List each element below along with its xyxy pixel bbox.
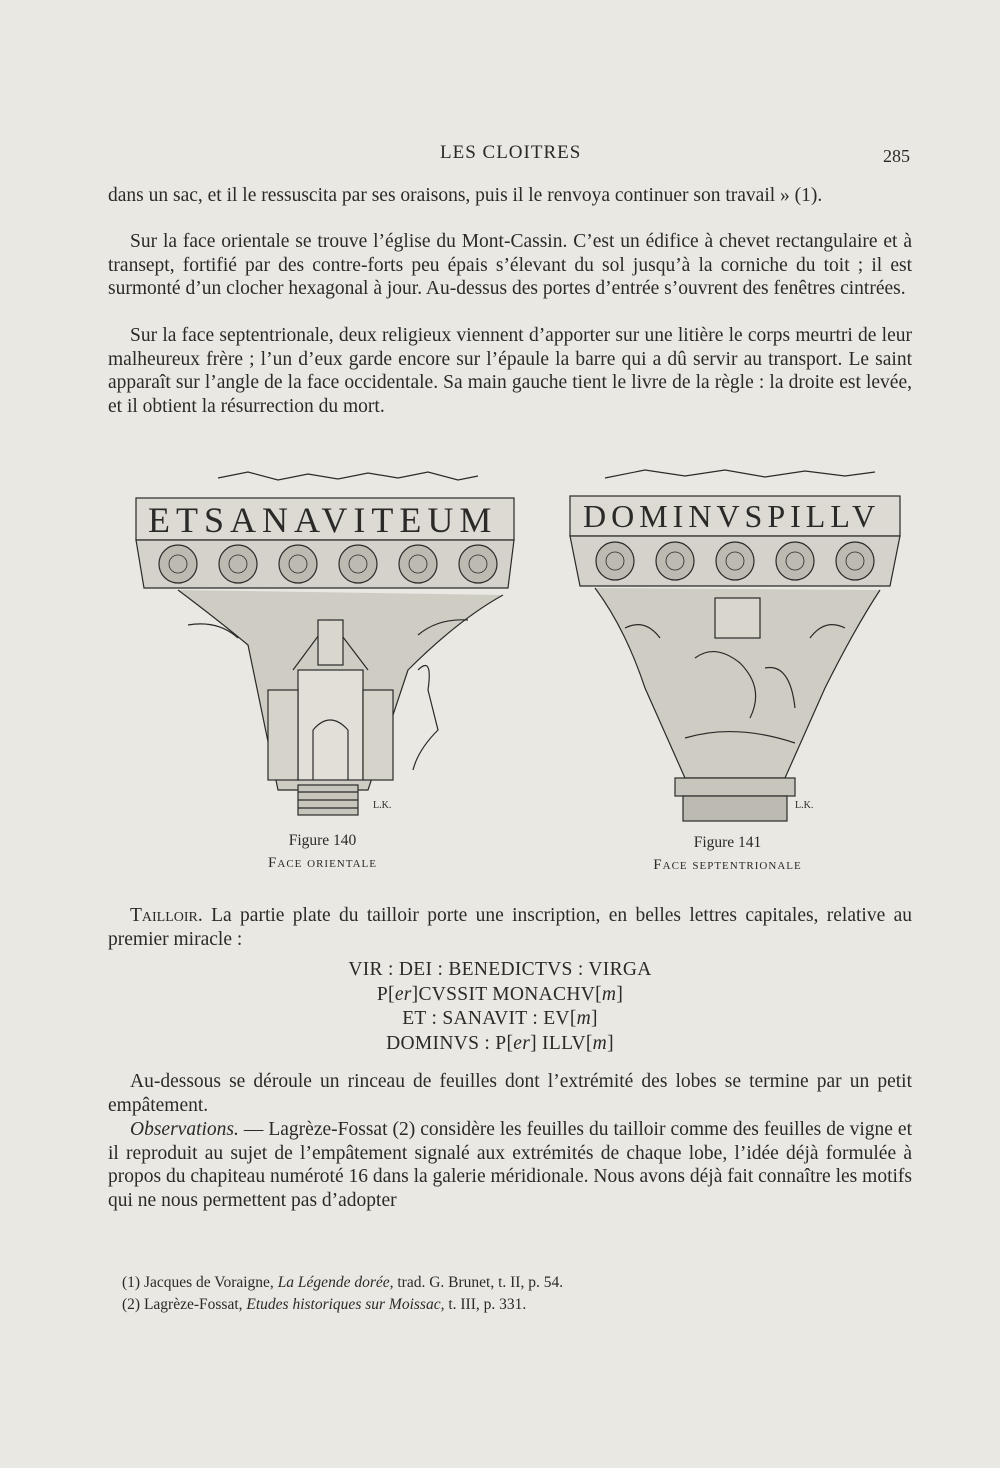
figure-141-caption bbox=[615, 832, 840, 876]
inscription-line-2-d: m bbox=[601, 983, 617, 1005]
paragraph-observations-text: — Lagrèze-Fossat (2) considère les feuilles du tailloir comme des feuilles de vigne et il reproduit au sujet de l’empâtement signalé aux extrémités de chaque lobe, l’idée déjà formulée à propos du chapiteau numéroté 16 dans la galerie méridionale. Nous avons déjà fait connaître les motifs qui ne nous permettent pas d’adopter bbox=[108, 1119, 912, 1212]
observations-lead: Observations. bbox=[130, 1119, 239, 1140]
capital-north-face-drawing bbox=[565, 468, 905, 823]
figure-141-title: Face septentrionale bbox=[653, 857, 802, 873]
inscription-line-3-b: m bbox=[576, 1008, 591, 1030]
inscription-line-1: VIR : DEI : BENEDICTVS : VIRGA bbox=[348, 959, 652, 980]
footnotes bbox=[122, 1272, 563, 1316]
figure-141-capital-illustration bbox=[565, 468, 905, 823]
footnote-2-c: t. III, p. 331. bbox=[444, 1296, 527, 1313]
inscription-line-2-e: ] bbox=[616, 983, 624, 1005]
paragraph-3 bbox=[108, 324, 912, 419]
inscription-line-4-b: er bbox=[513, 1033, 531, 1055]
figure-140-title: Face orientale bbox=[268, 855, 377, 871]
paragraph-3-text: Sur la face septentrionale, deux religieux viennent d’apporter sur une litière le corps meurtri de leur malheureux frère ; l’un d’eux garde encore sur l’épaule la barre qui a dû servir au transport. Le saint apparaît sur l’angle de la face occidentale. Sa main gauche tient le livre de la règle : la droite est levée, et il obtient la résurrection du mort. bbox=[108, 325, 912, 418]
footnote-2 bbox=[122, 1294, 563, 1316]
page-number: 285 bbox=[883, 146, 910, 166]
inscription-line-3-c: ] bbox=[591, 1008, 598, 1030]
paragraph-tailloir-text: La partie plate du tailloir porte une inscription, en belles lettres capitales, relative au premier miracle : bbox=[108, 905, 912, 950]
figure-140-label: Figure 140 bbox=[288, 832, 357, 849]
running-head bbox=[0, 142, 1000, 166]
paragraph-tailloir bbox=[108, 904, 912, 951]
footnote-1-a: (1) Jacques de Voraigne, bbox=[122, 1274, 278, 1291]
tailloir-lead: Tailloir. bbox=[130, 905, 203, 926]
footnote-1-title: La Légende dorée, bbox=[277, 1274, 394, 1291]
inscription-line-4-d: m bbox=[592, 1033, 608, 1055]
inscription-line-4 bbox=[0, 1032, 1000, 1057]
capital-inscription-east: ETSANAVITEUM bbox=[148, 500, 498, 540]
capital-east-face-drawing bbox=[128, 470, 518, 820]
inscription-line-2 bbox=[0, 983, 1000, 1008]
paragraph-2-text: Sur la face orientale se trouve l’église du Mont-Cassin. C’est un édifice à chevet rectangulaire et à transept, fortifié par des contre-forts peu épais s’élevant du sol jusqu’à la corniche du toit ; il est surmonté d’un clocher hexagonal à jour. Au-dessus des portes d’entrée s’ouvrent des fenêtres cintrées. bbox=[108, 231, 912, 300]
figure-140-capital-illustration bbox=[128, 470, 518, 820]
inscription-line-3-a: ET : SANAVIT : EV[ bbox=[402, 1008, 577, 1030]
paragraph-5-text: Au-dessous se déroule un rinceau de feuilles dont l’extrémité des lobes se termine par un petit empâtement. bbox=[108, 1071, 912, 1116]
artist-signature: L.K. bbox=[795, 800, 814, 811]
inscription-line-4-e: ] bbox=[607, 1033, 614, 1055]
footnote-2-a: (2) Lagrèze-Fossat, bbox=[122, 1296, 247, 1313]
inscription-line-3 bbox=[0, 1007, 1000, 1032]
inscription-line-4-c: ] ILLV[ bbox=[530, 1033, 593, 1055]
inscription-line-2-a: P[ bbox=[376, 983, 395, 1005]
inscription-line-2-c: ]CVSSIT MONACHV[ bbox=[411, 983, 602, 1005]
paragraph-5 bbox=[108, 1070, 912, 1117]
inscription-line-4-a: DOMINVS : P[ bbox=[386, 1033, 514, 1055]
inscription-line-2-b: er bbox=[394, 983, 412, 1005]
footnote-2-title: Etudes historiques sur Moissac, bbox=[246, 1296, 445, 1313]
footnote-1 bbox=[122, 1272, 563, 1294]
running-title: LES CLOITRES bbox=[440, 142, 582, 163]
paragraph-observations bbox=[108, 1118, 912, 1213]
capital-inscription-north: DOMINVSPILLV bbox=[583, 498, 881, 534]
paragraph-2 bbox=[108, 230, 912, 301]
inscription-block bbox=[0, 958, 1000, 1057]
figure-140-caption bbox=[235, 830, 410, 874]
figure-141-label: Figure 141 bbox=[693, 834, 762, 851]
footnote-1-c: trad. G. Brunet, t. II, p. 54. bbox=[393, 1274, 564, 1291]
paragraph-1: dans un sac, et il le ressuscita par ses oraisons, puis il le renvoya continuer son travail » (1). bbox=[108, 185, 823, 206]
artist-signature: L.K. bbox=[373, 800, 392, 811]
